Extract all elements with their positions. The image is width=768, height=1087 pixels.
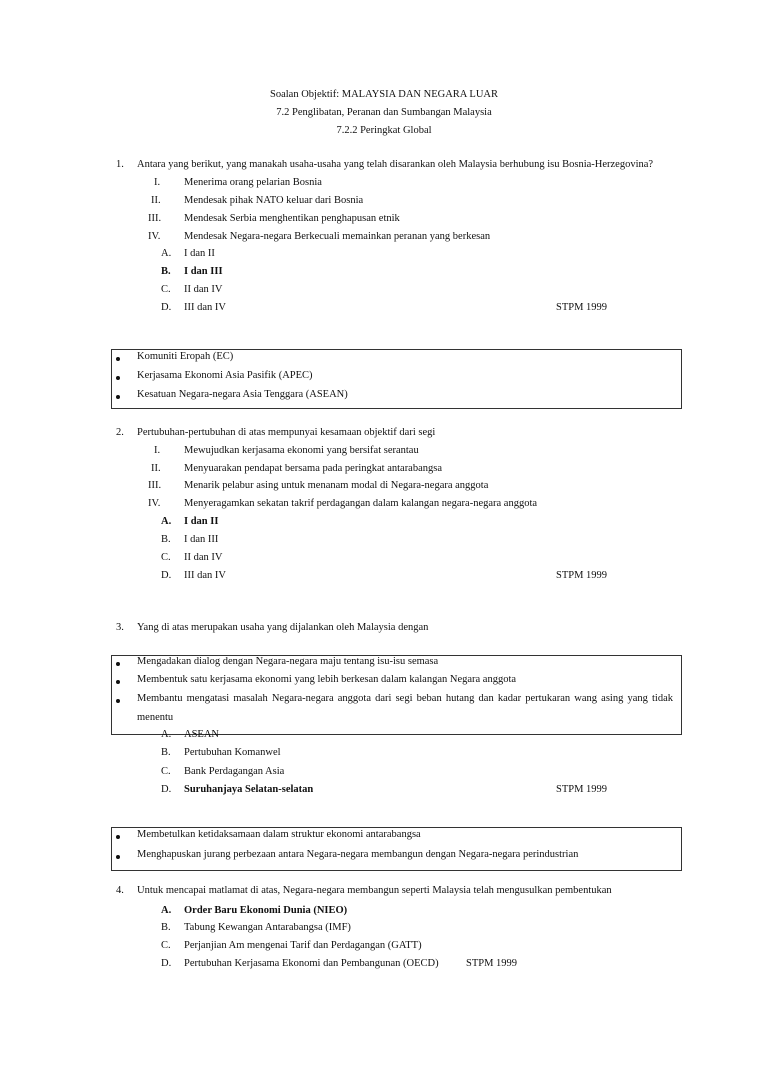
- option-letter: C.: [161, 766, 171, 777]
- source-label: STPM 1999: [556, 570, 608, 581]
- option-letter-answer: A.: [161, 905, 172, 916]
- option-text-answer: Suruhanjaya Selatan-selatan: [184, 784, 314, 795]
- bullet-icon: [116, 357, 120, 361]
- statement-text: Menyuarakan pendapat bersama pada peringkat antarabangsa: [184, 463, 443, 474]
- option-letter-answer: B.: [161, 266, 171, 277]
- statement-number: I.: [154, 177, 161, 188]
- bullet-icon: [116, 699, 120, 703]
- question-number: 4.: [116, 885, 124, 896]
- statement-text: Mendesak pihak NATO keluar dari Bosnia: [184, 195, 364, 206]
- list-item: Membentuk satu kerjasama ekonomi yang lebih berkesan dalam kalangan Negara anggota: [137, 674, 517, 685]
- statement-number: IV.: [148, 498, 161, 509]
- bullet-icon: [116, 835, 120, 839]
- statement-number: III.: [148, 213, 162, 224]
- option-text: I dan III: [184, 534, 219, 545]
- list-item: Mengadakan dialog dengan Negara-negara maju tentang isu-isu semasa: [137, 656, 439, 667]
- statement-number: IV.: [148, 231, 161, 242]
- option-letter: A.: [161, 248, 172, 259]
- option-text: Pertubuhan Kerjasama Ekonomi dan Pembangunan (OECD): [184, 958, 439, 969]
- option-text: ASEAN: [184, 729, 220, 740]
- option-letter: C.: [161, 552, 171, 563]
- option-text: III dan IV: [184, 302, 226, 313]
- statement-text: Menarik pelabur asing untuk menanam modal di Negara-negara anggota: [184, 480, 489, 491]
- list-item: Membantu mengatasi masalah Negara-negara anggota dari segi beban hutang dan kadar pertukaran wang asing yang tidak: [137, 693, 673, 704]
- source-label: STPM 1999: [466, 958, 518, 969]
- list-item: Kerjasama Ekonomi Asia Pasifik (APEC): [137, 370, 313, 381]
- bullet-icon: [116, 395, 120, 399]
- option-text: Tabung Kewangan Antarabangsa (IMF): [184, 922, 351, 933]
- question-number: 2.: [116, 427, 124, 438]
- option-letter: D.: [161, 570, 172, 581]
- statement-text: Mendesak Negara-negara Berkecuali memainkan peranan yang berkesan: [184, 231, 491, 242]
- statement-number: III.: [148, 480, 162, 491]
- section-title: 7.2.2 Peringkat Global: [336, 125, 432, 136]
- page-subtitle: 7.2 Penglibatan, Peranan dan Sumbangan Malaysia: [276, 107, 492, 118]
- question-stem: Yang di atas merupakan usaha yang dijalankan oleh Malaysia dengan: [137, 622, 429, 633]
- option-text: II dan IV: [184, 284, 223, 295]
- source-label: STPM 1999: [556, 784, 608, 795]
- option-letter: D.: [161, 302, 172, 313]
- list-item: Komuniti Eropah (EC): [137, 351, 234, 362]
- option-letter: C.: [161, 940, 171, 951]
- bullet-icon: [116, 680, 120, 684]
- option-text: I dan II: [184, 248, 215, 259]
- statement-text: Menyeragamkan sekatan takrif perdagangan dalam kalangan negara-negara anggota: [184, 498, 538, 509]
- statement-number: I.: [154, 445, 161, 456]
- option-text-answer: Order Baru Ekonomi Dunia (NIEO): [184, 905, 348, 916]
- option-text-answer: I dan III: [184, 266, 223, 277]
- option-letter-answer: A.: [161, 516, 172, 527]
- statement-text: Mewujudkan kerjasama ekonomi yang bersifat serantau: [184, 445, 419, 456]
- option-text: II dan IV: [184, 552, 223, 563]
- option-text: Perjanjian Am mengenai Tarif dan Perdagangan (GATT): [184, 940, 422, 951]
- question-stem: Pertubuhan-pertubuhan di atas mempunyai kesamaan objektif dari segi: [137, 427, 436, 438]
- source-label: STPM 1999: [556, 302, 608, 313]
- option-letter: D.: [161, 784, 172, 795]
- bullet-icon: [116, 376, 120, 380]
- list-item: Membetulkan ketidaksamaan dalam struktur ekonomi antarabangsa: [137, 829, 421, 840]
- list-item: Kesatuan Negara-negara Asia Tenggara (ASEAN): [137, 389, 348, 400]
- option-letter: B.: [161, 747, 171, 758]
- bullet-icon: [116, 662, 120, 666]
- option-text: Pertubuhan Komanwel: [184, 747, 281, 758]
- option-text: III dan IV: [184, 570, 226, 581]
- option-letter: C.: [161, 284, 171, 295]
- question-stem: Antara yang berikut, yang manakah usaha-usaha yang telah disarankan oleh Malaysia berhubung isu Bosnia-Herzegovina?: [137, 159, 654, 170]
- statement-text: Mendesak Serbia menghentikan penghapusan etnik: [184, 213, 400, 224]
- page-title: Soalan Objektif: MALAYSIA DAN NEGARA LUAR: [270, 89, 498, 100]
- option-letter: D.: [161, 958, 172, 969]
- option-text-answer: I dan II: [184, 516, 219, 527]
- option-letter: B.: [161, 922, 171, 933]
- bullet-icon: [116, 855, 120, 859]
- question-number: 1.: [116, 159, 124, 170]
- question-stem: Untuk mencapai matlamat di atas, Negara-negara membangun seperti Malaysia telah mengusulkan pembentukan: [137, 885, 612, 896]
- option-letter: B.: [161, 534, 171, 545]
- option-letter: A.: [161, 729, 172, 740]
- statement-number: II.: [151, 195, 161, 206]
- option-text: Bank Perdagangan Asia: [184, 766, 285, 777]
- statement-number: II.: [151, 463, 161, 474]
- statement-text: Menerima orang pelarian Bosnia: [184, 177, 322, 188]
- list-item-continuation: menentu: [137, 712, 174, 723]
- list-item: Menghapuskan jurang perbezaan antara Negara-negara membangun dengan Negara-negara perindustrian: [137, 849, 579, 860]
- question-number: 3.: [116, 622, 124, 633]
